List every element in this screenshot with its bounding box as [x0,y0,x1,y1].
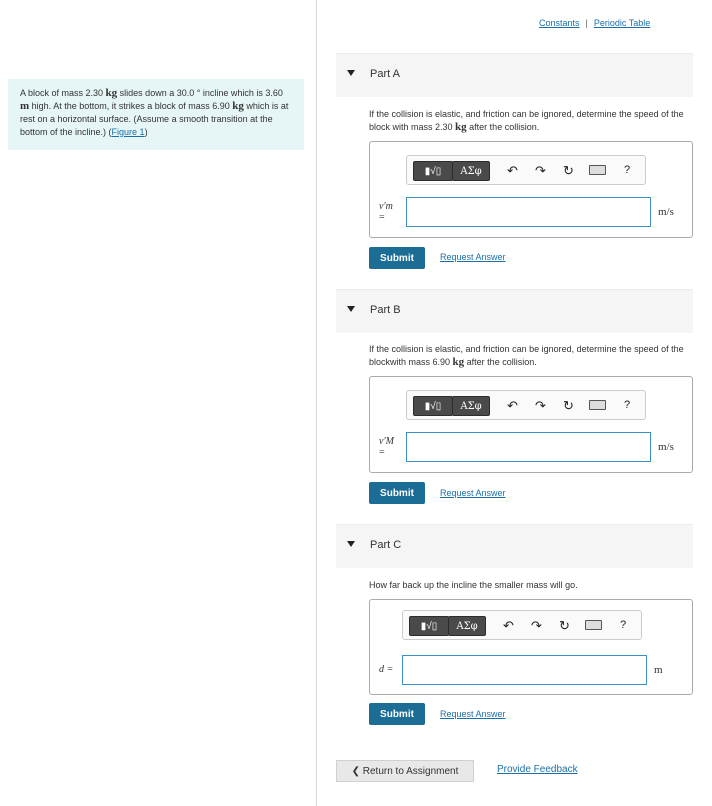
figure-link[interactable]: Figure 1 [111,127,145,137]
top-links: Constants | Periodic Table [539,18,651,28]
collapse-arrow-icon[interactable] [347,306,355,312]
keyboard-shortcuts-icon[interactable] [589,165,606,175]
answer-input[interactable] [406,432,651,462]
redo-icon[interactable]: ↷ [535,398,546,413]
reset-icon[interactable]: ↻ [559,618,570,633]
redo-icon[interactable]: ↷ [531,618,542,633]
problem-statement: A block of mass 2.30 kg slides down a 30.0 ° incline which is 3.60 m high. At the bottom, it strikes a block of mass 6.90 kg which is at rest on a horizontal surface. (Assume a smooth transition at the bottom of the incline.) (Figure 1) [8,79,304,150]
part-b-question: If the collision is elastic, and friction can be ignored, determine the speed of the blockwith mass 6.90 kg after the collision. [369,344,684,368]
variable-label: d = [379,664,394,675]
collapse-arrow-icon[interactable] [347,70,355,76]
variable-label: v′m = [379,201,393,223]
templates-button[interactable]: ▮√▯ [413,396,453,416]
part-b-answer-box [369,376,693,473]
unit-label: m/s [658,206,674,218]
answer-input[interactable] [406,197,651,227]
help-icon[interactable]: ? [624,164,631,176]
constants-link[interactable]: Constants [539,18,580,28]
submit-button[interactable]: Submit [369,482,425,504]
reset-icon[interactable]: ↻ [563,163,574,178]
column-divider [316,0,317,806]
variable-label: v′M = [379,436,394,458]
undo-icon[interactable]: ↶ [507,398,518,413]
undo-icon[interactable]: ↶ [507,163,518,178]
submit-button[interactable]: Submit [369,703,425,725]
undo-icon[interactable]: ↶ [503,618,514,633]
keyboard-shortcuts-icon[interactable] [585,620,602,630]
return-to-assignment-button[interactable]: ❮ Return to Assignment [336,760,474,782]
request-answer-link[interactable]: Request Answer [440,252,506,262]
math-toolbar [402,610,642,640]
greek-symbols-button[interactable]: ΑΣφ [452,396,490,416]
part-c-header[interactable] [336,524,693,568]
request-answer-link[interactable]: Request Answer [440,488,506,498]
part-b-label: Part B [370,304,401,316]
part-c-label: Part C [370,539,402,551]
redo-icon[interactable]: ↷ [535,163,546,178]
part-c-question: How far back up the incline the smaller mass will go. [369,580,578,590]
reset-icon[interactable]: ↻ [563,398,574,413]
help-icon[interactable]: ? [624,399,631,411]
periodic-table-link[interactable]: Periodic Table [593,18,651,28]
submit-button[interactable]: Submit [369,247,425,269]
answer-input[interactable] [402,655,647,685]
help-icon[interactable]: ? [620,619,627,631]
request-answer-link[interactable]: Request Answer [440,709,506,719]
collapse-arrow-icon[interactable] [347,541,355,547]
keyboard-shortcuts-icon[interactable] [589,400,606,410]
part-a-answer-box [369,141,693,238]
provide-feedback-link[interactable]: Provide Feedback [497,764,578,775]
templates-button[interactable]: ▮√▯ [413,161,453,181]
math-toolbar [406,155,646,185]
part-a-question: If the collision is elastic, and friction can be ignored, determine the speed of the block with mass 2.30 kg after the collision. [369,109,684,133]
part-a-label: Part A [370,68,400,80]
templates-button[interactable]: ▮√▯ [409,616,449,636]
unit-label: m/s [658,441,674,453]
unit-label: m [654,664,663,676]
math-toolbar [406,390,646,420]
part-c-answer-box [369,599,693,695]
part-a-header[interactable] [336,53,693,97]
greek-symbols-button[interactable]: ΑΣφ [452,161,490,181]
part-b-header[interactable] [336,289,693,333]
greek-symbols-button[interactable]: ΑΣφ [448,616,486,636]
